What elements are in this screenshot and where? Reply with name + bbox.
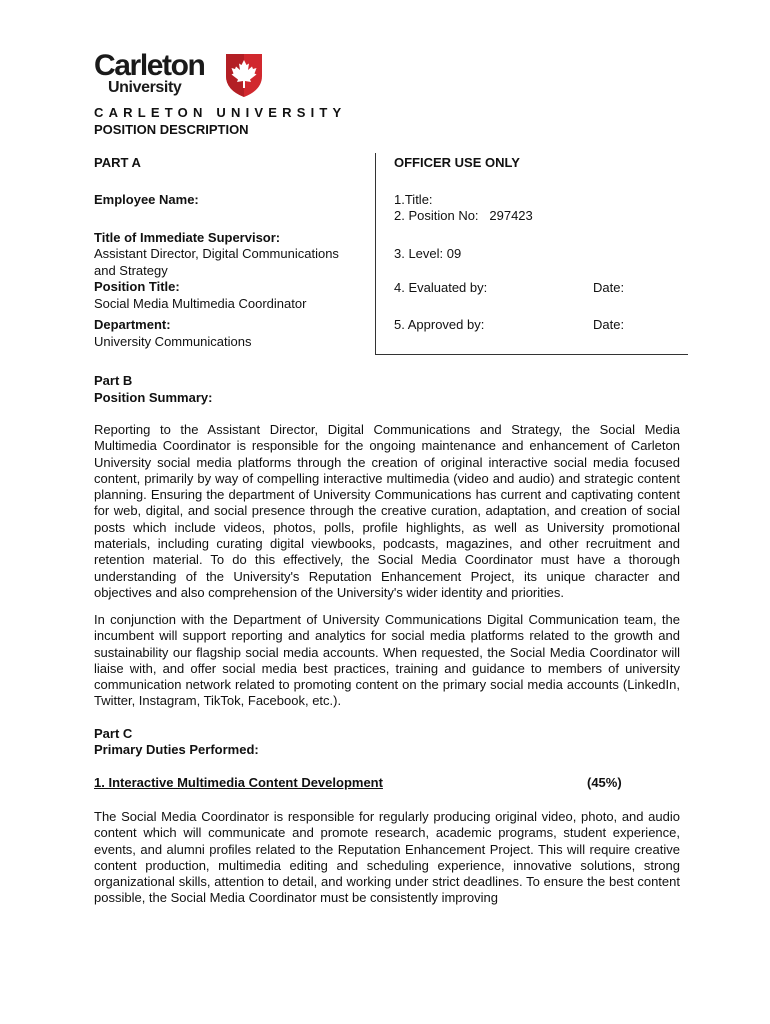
officer-heading: OFFICER USE ONLY — [394, 155, 520, 170]
position-title-value: Social Media Multimedia Coordinator — [94, 296, 307, 311]
officer-evaluated-by: 4. Evaluated by: — [394, 280, 488, 295]
position-summary-heading: Position Summary: — [94, 390, 213, 405]
duty-1-percent: (45%) — [587, 775, 622, 790]
document-title: POSITION DESCRIPTION — [94, 122, 249, 137]
department-value: University Communications — [94, 334, 252, 349]
part-a-heading: PART A — [94, 155, 141, 170]
officer-approved-by: 5. Approved by: — [394, 317, 485, 332]
officer-evaluated-date: Date: — [593, 280, 625, 295]
officer-level: 3. Level: 09 — [394, 246, 462, 261]
supervisor-value-line1: Assistant Director, Digital Communications — [94, 246, 339, 261]
position-summary-paragraph-1: Reporting to the Assistant Director, Digital Communications and Strategy, the Social Media Multimedia Coordinator is responsible for the ongoing maintenance and enhancement of Carleton University social media platforms through the creation of original interactive social media focused content, primarily by way of compelling interactive multimedia (video and audio) and strategic content planning. Ensuring the department of University Communications has current and captivating content for web, digital, and social presence through the creative curation, adaptation, and creation of social posts which include videos, photos, polls, profile highlights, as well as University promotional materials, including curating digital viewbooks, podcasts, magazines, and other recruitment and retention material. To do this effectively, the Social Media Coordinator must have a thorough understanding of the University's Reputation Enhancement Project, its unique character and objectives and also comprehension of the University's wider identity and priorities. — [94, 422, 680, 600]
officer-title: 1.Title: — [394, 192, 433, 207]
logo-subname: University — [108, 79, 182, 96]
part-c-heading: Part C — [94, 726, 133, 741]
primary-duties-heading: Primary Duties Performed: — [94, 742, 259, 757]
officer-approved-date: Date: — [593, 317, 625, 332]
duty-1-paragraph: The Social Media Coordinator is responsible for regularly producing original video, photo, and audio content which will communicate and promote research, academic programs, student experience, events, and alumni profiles related to the Reputation Enhancement Project. This will require creative content production, multimedia editing and scheduling experience, innovative solutions, strong organizational skills, attention to detail, and working under strict deadlines. To ensure the best content possible, the Social Media Coordinator must be consistently improving — [94, 809, 680, 906]
logo-name: Carleton — [94, 49, 205, 82]
department-label: Department: — [94, 317, 171, 332]
position-summary-paragraph-2: In conjunction with the Department of University Communications Digital Communication team, the incumbent will support reporting and analytics for social media platforms related to the growth and sustainability our flagship social media accounts. When requested, the Social Media Coordinator will liaise with, and offer social media best practices, training and guidance to members of university communication network related to promoting content on the primary social media accounts (LinkedIn, Twitter, Instagram, TikTok, Facebook, etc.). — [94, 612, 680, 709]
table-divider-horizontal — [376, 354, 688, 355]
carleton-logo — [94, 51, 269, 101]
employee-name-label: Employee Name: — [94, 192, 199, 207]
position-title-label: Position Title: — [94, 279, 180, 294]
supervisor-label: Title of Immediate Supervisor: — [94, 230, 281, 245]
table-divider-vertical — [375, 153, 376, 355]
part-b-heading: Part B — [94, 373, 133, 388]
university-heading: CARLETON UNIVERSITY — [94, 105, 347, 120]
duty-1-title: 1. Interactive Multimedia Content Development — [94, 775, 383, 790]
supervisor-value-line2: and Strategy — [94, 263, 168, 278]
officer-position-no: 2. Position No: 297423 — [394, 208, 533, 223]
maple-leaf-shield-icon — [225, 52, 263, 98]
